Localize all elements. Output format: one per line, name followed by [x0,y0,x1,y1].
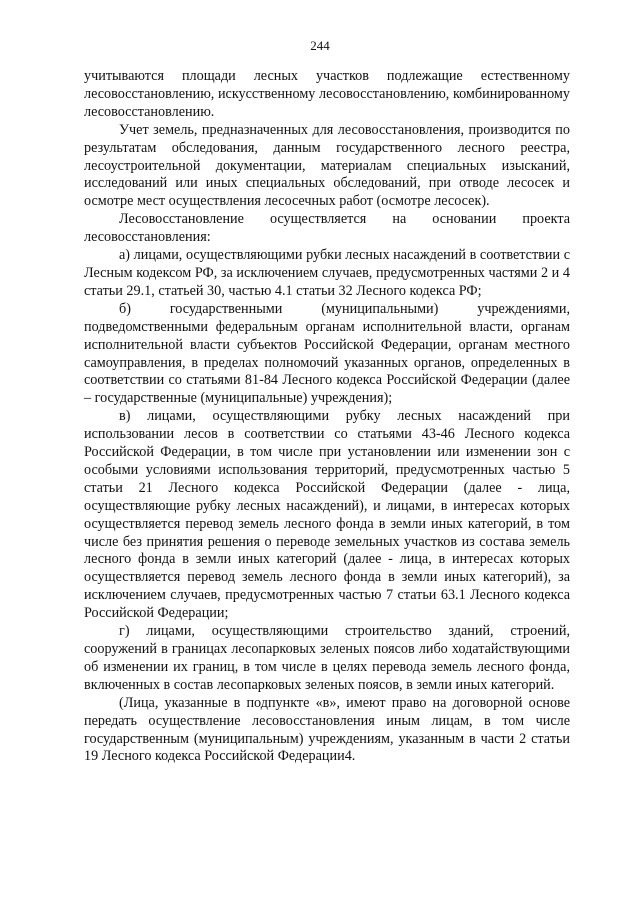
paragraph-continuation: учитываются площади лесных участков подлежащие естественному лесовосстановлению, искусственному лесовосстановлению, комбинированному лесовосстановлению. [84,68,570,120]
list-item-g: г) лицами, осуществляющими строительство зданий, строений, сооружений в границах лесопарковых зеленых поясов либо ходатайствующими об изменении их границ, в том числе в целях перевода земель лесного фонда, включенных в состав лесопарковых зеленых поясов, в земли иных категорий. [84,623,570,693]
list-item-a: а) лицами, осуществляющими рубки лесных насаждений в соответствии с Лесным кодексом РФ, за исключением случаев, предусмотренных частями 2 и 4 статьи 29.1, статьей 30, частью 4.1 статьи 32 Лесного кодекса РФ; [84,247,570,299]
paragraph-reforestation-basis: Лесовосстановление осуществляется на основании проекта лесовосстановления: [84,211,570,246]
paragraph-land-accounting: Учет земель, предназначенных для лесовосстановления, производится по результатам обследования, данным государственного лесного реестра, лесоустроительной документации, материалам специальных изысканий, исследований или иных специальных обследований, при отводе лесосек и осмотре мест осуществления лесосечных работ (осмотре лесосек). [84,121,570,210]
document-body [84,68,570,766]
paragraph-delegation-note: (Лица, указанные в подпункте «в», имеют право на договорной основе передать осуществление лесовосстановления иным лицам, в том числе государственным (муниципальным) учреждениям, указанным в части 2 статьи 19 Лесного кодекса Российской Федерации4. [84,694,570,765]
list-item-b: б) государственными (муниципальными) учреждениями, подведомственными федеральным органам исполнительной власти, органам исполнительной власти субъектов Российской Федерации, органам местного самоуправления, в пределах полномочий указанных органов, определенных в соответствии со статьями 81-84 Лесного кодекса Российской Федерации (далее – государственные (муниципальные) учреждения); [84,300,570,407]
list-item-v: в) лицами, осуществляющими рубку лесных насаждений при использовании лесов в соответствии со статьями 43-46 Лесного кодекса Российской Федерации, в том числе при установлении или изменении зон с особыми условиями использования территорий, предусмотренных частью 5 статьи 21 Лесного кодекса Российской Федерации (далее - лица, осуществляющие рубку лесных насаждений), и лицами, в интересах которых осуществляется перевод земель лесного фонда в земли иных категорий, в том числе без принятия решения о переводе земельных участков из состава земель лесного фонда в земли иных категорий (далее - лица, в интересах которых осуществляется перевод земель лесного фонда в земли иных категорий), за исключением случаев, предусмотренных частью 7 статьи 63.1 Лесного кодекса Российской Федерации; [84,408,570,622]
page-number: 244 [310,38,330,53]
